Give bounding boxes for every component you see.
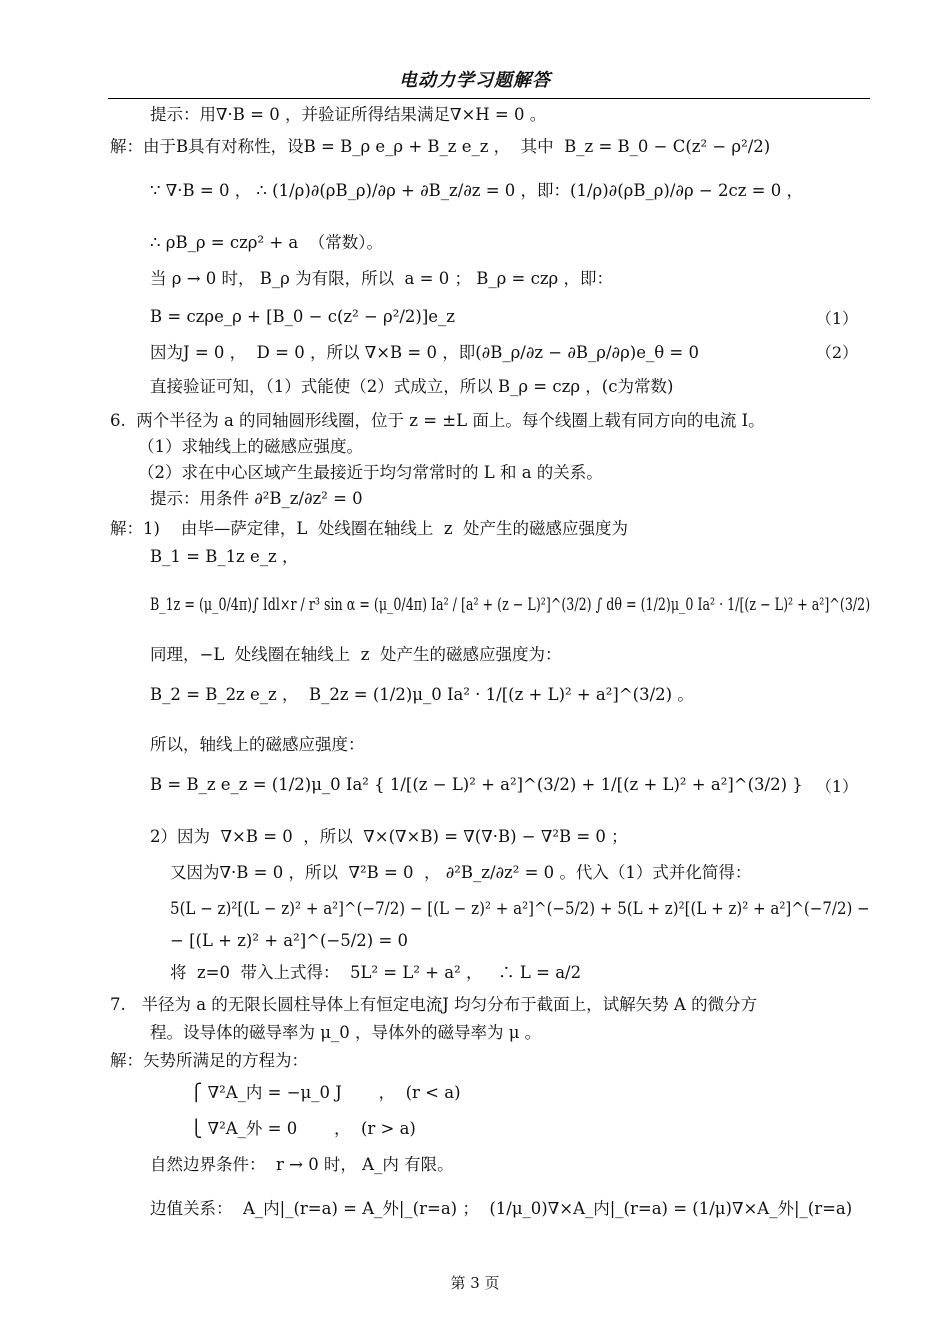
line-text: 自然边界条件： r → 0 时， A_内 有限。 xyxy=(150,1155,454,1174)
text-line-J0 xyxy=(150,342,699,364)
text-line-p6a xyxy=(138,436,363,458)
text-line-rhoB xyxy=(150,232,383,254)
text-line-p6 xyxy=(110,410,765,432)
text-line-eqout xyxy=(190,1118,416,1140)
text-line-verify xyxy=(150,376,673,398)
line-text: − [(L + z)² + a²]^(−5/2) = 0 xyxy=(170,931,409,950)
text-line-so xyxy=(150,734,365,756)
line-text: 因为J = 0 ， D = 0 ，所以 ∇×B = 0 ，即(∂B_ρ/∂z − ∂B_ρ/∂ρ)e_θ = 0 xyxy=(150,343,699,362)
text-line-z0 xyxy=(170,962,581,984)
text-line-bc xyxy=(150,1154,454,1176)
line-text: （1）求轴线上的磁感应强度。 xyxy=(138,437,363,456)
text-line-div-eq xyxy=(150,180,803,202)
line-text: 程。设导体的磁导率为 μ_0 ，导体外的磁导率为 μ 。 xyxy=(150,1023,542,1042)
text-line-rho0 xyxy=(150,268,613,290)
line-text: 又因为∇·B = 0 ，所以 ∇²B = 0 ， ∂²B_z/∂z² = 0 。代入（1）式并化简得： xyxy=(170,863,752,882)
text-line-same xyxy=(150,644,561,666)
line-text: 边值关系： A_内|_(r=a) = A_外|_(r=a) ； (1/μ_0)∇×A_内|_(r=a) = (1/μ)∇×A_外|_(r=a) xyxy=(150,1199,853,1218)
header-rule xyxy=(108,98,870,99)
page-number: 第 3 页 xyxy=(450,1274,500,1292)
line-text: B_1 = B_1z e_z ， xyxy=(150,547,299,566)
equation-number: （1） xyxy=(815,309,858,328)
text-line-div0 xyxy=(170,862,751,884)
line-text: 同理，−L 处线圈在轴线上 z 处产生的磁感应强度为： xyxy=(150,645,562,664)
line-text: 当 ρ → 0 时， B_ρ 为有限，所以 a = 0 ； B_ρ = czρ ，即： xyxy=(150,269,613,288)
line-text: 5(L − z)²[(L − z)² + a²]^(−7/2) − [(L − z)² + a²]^(−5/2) + 5(L + z)²[(L + z)² + a²]^(−7/2) − xyxy=(170,899,870,918)
equation-number: （2） xyxy=(815,343,858,362)
line-text: 解：由于B具有对称性，设B = B_ρ e_ρ + B_z e_z ， 其中 B_z = B_0 − C(z² − ρ²/2) xyxy=(110,137,771,156)
text-line-hint1 xyxy=(150,104,546,126)
line-text: B = czρe_ρ + [B_0 − c(z² − ρ²/2)]e_z xyxy=(150,307,455,326)
line-text: B = B_z e_z = (1/2)μ_0 Ia² { 1/[(z − L)² + a²]^(3/2) + 1/[(z + L)² + a²]^(3/2) } xyxy=(150,775,803,794)
text-line-p7b xyxy=(150,1022,541,1044)
line-text: B_1z = (μ_0/4π)∫ Idl×r / r³ sin α = (μ_0/4π) Ia² / [a² + (z − L)²]^(3/2) ∫ dθ = (1/2)μ_0 Ia² · 1/[(z − L)² + a²]^(3/2) xyxy=(150,595,871,614)
text-line-curl xyxy=(150,826,628,848)
line-text: ∵ ∇·B = 0 ， ∴ (1/ρ)∂(ρB_ρ)/∂ρ + ∂B_z/∂z = 0 ，即：(1/ρ)∂(ρB_ρ)/∂ρ − 2cz = 0 ， xyxy=(150,181,803,200)
line-text: 2）因为 ∇×B = 0 ，所以 ∇×(∇×B) = ∇(∇·B) − ∇²B = 0 ； xyxy=(150,827,628,846)
text-line-p6b xyxy=(138,462,603,484)
line-text: 6. 两个半径为 a 的同轴圆形线圈，位于 z = ±L 面上。每个线圈上载有同方向的电流 I。 xyxy=(110,411,765,430)
line-text: 将 z=0 带入上式得： 5L² = L² + a² ， ∴ L = a/2 xyxy=(170,963,582,982)
text-line-B2 xyxy=(150,684,694,706)
text-line-bv xyxy=(150,1198,852,1220)
line-text: 解：矢势所满足的方程为： xyxy=(110,1051,308,1070)
text-line-long1 xyxy=(170,898,870,920)
text-line-Bsum xyxy=(150,774,803,796)
line-text: （2）求在中心区域产生最接近于均匀常常时的 L 和 a 的关系。 xyxy=(138,463,603,482)
line-text: B_2 = B_2z e_z ， B_2z = (1/2)μ_0 Ia² · 1/[(z + L)² + a²]^(3/2) 。 xyxy=(150,685,694,704)
line-text: 直接验证可知，（1）式能使（2）式成立，所以 B_ρ = czρ ，(c为常数) xyxy=(150,377,674,396)
line-text: ∴ ρB_ρ = czρ² + a （常数）。 xyxy=(150,233,383,252)
text-line-hint2 xyxy=(150,488,363,510)
page-header-title: 电动力学习题解答 xyxy=(399,70,551,91)
text-line-Beq1 xyxy=(150,306,455,328)
line-text: ⎧ ∇²A_内 = −μ_0 J ， (r < a) xyxy=(190,1083,461,1102)
line-text: 解：1) 由毕—萨定律，L 处线圈在轴线上 z 处产生的磁感应强度为 xyxy=(110,519,629,538)
text-line-B1 xyxy=(150,546,298,568)
text-line-sol6 xyxy=(110,518,628,540)
text-line-B1z xyxy=(150,594,870,616)
text-line-eqin xyxy=(190,1082,461,1104)
line-text: ⎩ ∇²A_外 = 0 ， (r > a) xyxy=(190,1119,416,1138)
line-text: 所以，轴线上的磁感应强度： xyxy=(150,735,365,754)
equation-number: （1） xyxy=(815,777,858,796)
text-line-sol7 xyxy=(110,1050,308,1072)
line-text: 提示：用∇·B = 0 ，并验证所得结果满足∇×H = 0 。 xyxy=(150,105,547,124)
line-text: 7. 半径为 a 的无限长圆柱导体上有恒定电流J 均匀分布于截面上，试解矢势 A 的微分方 xyxy=(110,995,758,1014)
line-text: 提示：用条件 ∂²B_z/∂z² = 0 xyxy=(150,489,363,508)
text-line-long2 xyxy=(170,930,408,952)
text-line-sol1 xyxy=(110,136,770,158)
text-line-p7 xyxy=(110,994,757,1016)
